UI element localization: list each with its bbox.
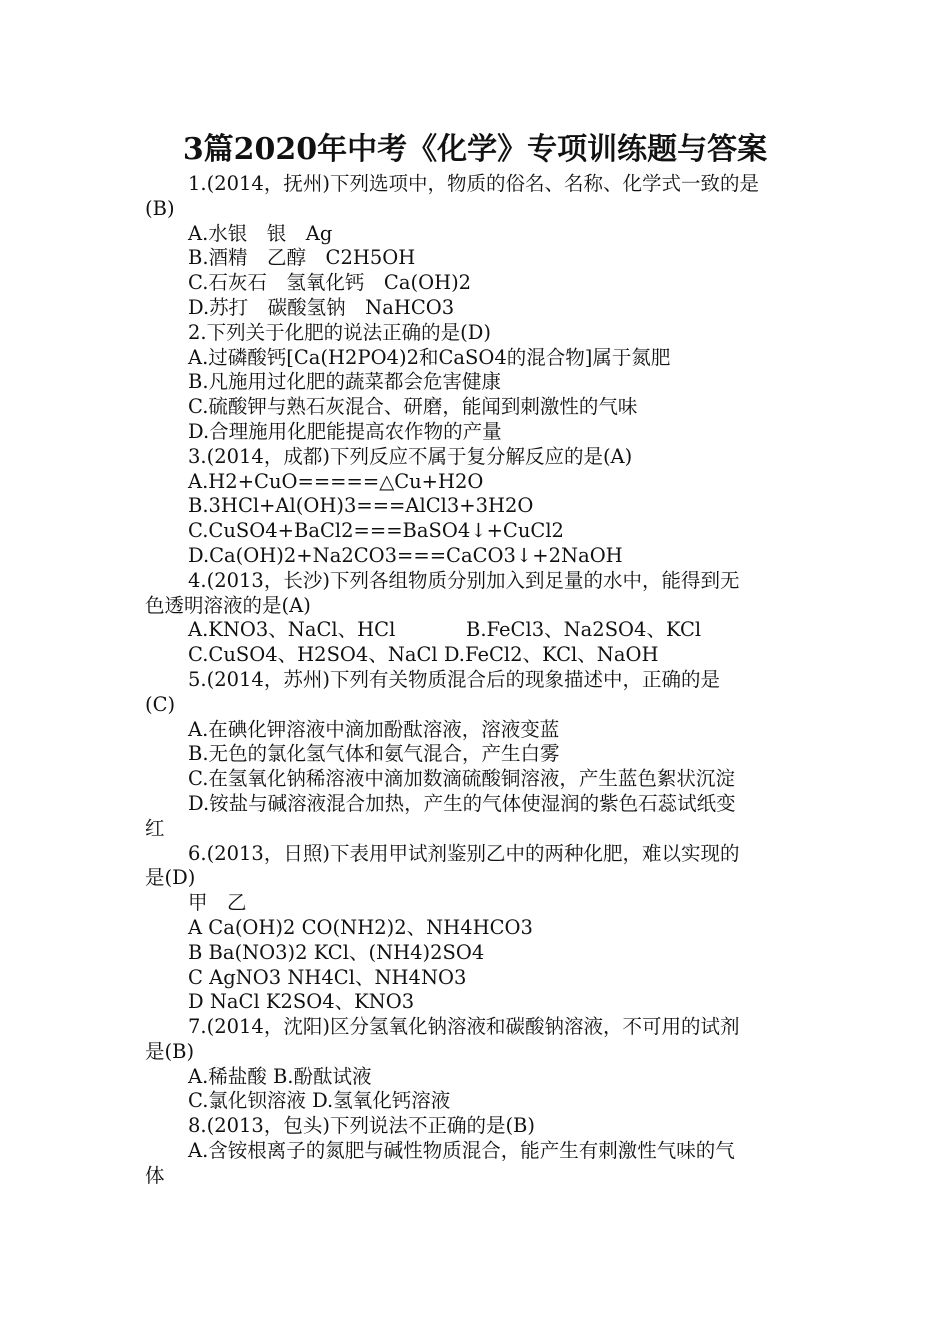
option-line: D.苏打 碳酸氢钠 NaHCO3 xyxy=(188,295,455,319)
option-b: B.FeCl3、Na2SO4、KCl xyxy=(466,618,702,642)
option-line: A.在碘化钾溶液中滴加酚酞溶液，溶液变蓝 xyxy=(188,717,560,741)
option-line: A.过磷酸钙[Ca(H2PO4)2和CaSO4的混合物]属于氮肥 xyxy=(188,345,671,369)
option-line: C.石灰石 氢氧化钙 Ca(OH)2 xyxy=(188,271,472,295)
document-title: 3篇2020年中考《化学》专项训练题与答案 xyxy=(182,132,768,167)
question-7: 7.(2014，沈阳)区分氢氧化钠溶液和碳酸钠溶液，不可用的试剂 xyxy=(188,1015,740,1039)
option-line: A.H2+CuO=====△Cu+H2O xyxy=(188,469,484,493)
table-row: B Ba(NO3)2 KCl、(NH4)2SO4 xyxy=(188,940,485,964)
option-continuation: 红 xyxy=(145,816,165,840)
option-line: A.水银 银 Ag xyxy=(188,221,333,245)
question-1: 1.(2014，抚州)下列选项中，物质的俗名、名称、化学式一致的是 xyxy=(188,172,759,195)
question-2: 2.下列关于化肥的说法正确的是(D) xyxy=(188,320,491,344)
option-line: D.铵盐与碱溶液混合加热，产生的气体使湿润的紫色石蕊试纸变 xyxy=(188,791,736,815)
question-4: 4.(2013，长沙)下列各组物质分别加入到足量的水中，能得到无 xyxy=(188,568,740,592)
option-line: B.无色的氯化氢气体和氨气混合，产生白雾 xyxy=(188,742,560,766)
option-line: A.稀盐酸 B.酚酞试液 xyxy=(188,1064,372,1088)
table-row: C AgNO3 NH4Cl、NH4NO3 xyxy=(188,965,467,989)
table-header: 甲 乙 xyxy=(188,891,247,915)
question-3: 3.(2014，成都)下列反应不属于复分解反应的是(A) xyxy=(188,444,633,468)
option-line: C.在氢氧化钠稀溶液中滴加数滴硫酸铜溶液，产生蓝色絮状沉淀 xyxy=(188,767,735,791)
option-line: D.Ca(OH)2+Na2CO3===CaCO3↓+2NaOH xyxy=(188,543,623,567)
option-line: B.3HCl+Al(OH)3===AlCl3+3H2O xyxy=(188,494,534,518)
question-continuation: 是(B) xyxy=(145,1039,195,1063)
question-5: 5.(2014，苏州)下列有关物质混合后的现象描述中，正确的是 xyxy=(188,667,720,691)
table-row: D NaCl K2SO4、KNO3 xyxy=(188,990,415,1014)
option-line-pair xyxy=(145,618,810,643)
option-a: A.KNO3、NaCl、HCl xyxy=(188,618,396,642)
option-line: D.合理施用化肥能提高农作物的产量 xyxy=(188,419,502,443)
option-line: C.CuSO4+BaCl2===BaSO4↓+CuCl2 xyxy=(188,519,564,543)
question-6: 6.(2013，日照)下表用甲试剂鉴别乙中的两种化肥，难以实现的 xyxy=(188,841,740,865)
question-8: 8.(2013，包头)下列说法不正确的是(B) xyxy=(188,1114,535,1138)
document-body xyxy=(145,172,810,1189)
option-line: B.酒精 乙醇 C2H5OH xyxy=(188,246,416,270)
option-line: A.含铵根离子的氮肥与碱性物质混合，能产生有刺激性气味的气 xyxy=(188,1139,735,1163)
answer-continuation: (C) xyxy=(145,692,176,716)
option-line: C.CuSO4、H2SO4、NaCl D.FeCl2、KCl、NaOH xyxy=(188,643,659,667)
option-line: C.氯化钡溶液 D.氢氧化钙溶液 xyxy=(188,1089,451,1113)
question-continuation: 是(D) xyxy=(145,866,196,890)
answer-continuation: (B) xyxy=(145,196,175,220)
option-line: B.凡施用过化肥的蔬菜都会危害健康 xyxy=(188,370,502,394)
option-continuation: 体 xyxy=(145,1163,165,1187)
table-row: A Ca(OH)2 CO(NH2)2、NH4HCO3 xyxy=(188,915,533,939)
option-line: C.硫酸钾与熟石灰混合、研磨，能闻到刺激性的气味 xyxy=(188,395,638,419)
question-continuation: 色透明溶液的是(A) xyxy=(145,593,311,617)
